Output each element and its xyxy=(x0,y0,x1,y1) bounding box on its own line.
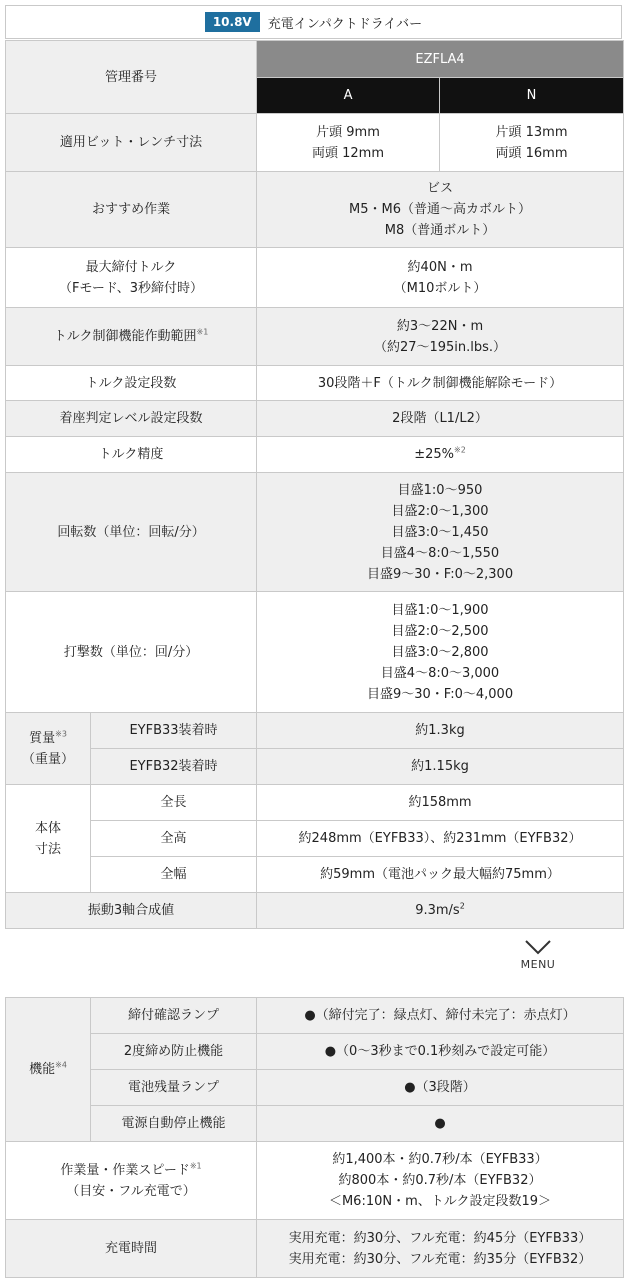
width-label: 全幅 xyxy=(91,857,257,893)
recommended-line1: ビス xyxy=(427,181,454,196)
bit-size-n-line2: 両頭 16mm xyxy=(495,145,568,161)
dimensions-label-line1: 本体 xyxy=(34,820,61,836)
max-torque-label xyxy=(6,248,257,308)
ipm-value xyxy=(257,592,624,713)
mass-eyfb32-label: EYFB32装着時 xyxy=(91,749,257,785)
rpm-line: 目盛9〜30・F:0〜2,300 xyxy=(366,566,514,582)
max-torque-label-line1: 最大締付トルク xyxy=(85,259,177,275)
charge-time-line1: 実用充電：約30分、フル充電：約45分（EYFB33） xyxy=(288,1230,592,1246)
vibration-exponent: 2 xyxy=(459,901,465,911)
ipm-line: 目盛2:0〜2,500 xyxy=(391,623,489,639)
mass-eyfb32-value: 約1.15kg xyxy=(257,749,624,785)
work-amount-label-line1 xyxy=(10,1160,252,1181)
bit-size-a-line1: 片頭 9mm xyxy=(316,124,380,140)
tightening-lamp-label: 締付確認ランプ xyxy=(91,998,257,1034)
chevron-down-icon xyxy=(523,938,553,956)
battery-lamp-value: ●（3段階） xyxy=(257,1070,624,1106)
charge-time-label: 充電時間 xyxy=(6,1220,257,1278)
table-row xyxy=(6,437,624,473)
work-amount-value xyxy=(257,1142,624,1220)
footnote-1: ※1 xyxy=(196,327,209,337)
spec-table-main xyxy=(5,40,624,929)
ipm-line: 目盛9〜30・F:0〜4,000 xyxy=(366,686,514,702)
height-label: 全高 xyxy=(91,821,257,857)
rpm-value xyxy=(257,473,624,592)
footnote-1: ※1 xyxy=(189,1161,202,1171)
length-label: 全長 xyxy=(91,785,257,821)
table-row xyxy=(6,1034,624,1070)
recommended-work-value xyxy=(257,172,624,248)
bit-size-a-line2: 両頭 12mm xyxy=(312,145,385,161)
product-title: 充電インパクトドライバー xyxy=(267,16,423,32)
work-amount-line1: 約1,400本・約0.7秒/本（EYFB33） xyxy=(332,1152,548,1167)
height-value: 約248mm（EYFB33）、約231mm（EYFB32） xyxy=(257,821,624,857)
spec-title-bar xyxy=(5,5,622,39)
table-row xyxy=(6,248,624,308)
torque-steps-value: 30段階＋F（トルク制御機能解除モード） xyxy=(257,366,624,401)
mass-label-line2: （重量） xyxy=(21,751,74,767)
charge-time-line2: 実用充電：約30分、フル充電：約35分（EYFB32） xyxy=(288,1251,592,1267)
mass-label-line1 xyxy=(10,728,86,749)
variant-a-header: A xyxy=(257,78,440,114)
rpm-line: 目盛2:0〜1,300 xyxy=(391,503,489,519)
mass-eyfb33-value: 約1.3kg xyxy=(257,713,624,749)
footnote-2: ※2 xyxy=(454,445,466,455)
recommended-line3: M8（普通ボルト） xyxy=(384,223,496,238)
auto-power-off-label: 電源自動停止機能 xyxy=(91,1106,257,1142)
work-amount-label-line2: （目安・フル充電で） xyxy=(66,1183,196,1199)
torque-range-line2: （約27〜195in.lbs.） xyxy=(373,339,507,355)
table-row xyxy=(6,893,624,929)
variant-n-header: N xyxy=(440,78,624,114)
bit-size-a-value xyxy=(257,114,440,172)
mass-label xyxy=(6,713,91,785)
double-tightening-label: 2度締め防止機能 xyxy=(91,1034,257,1070)
table-row xyxy=(6,114,624,172)
work-amount-line3: ＜M6:10N・m、トルク設定段数19＞ xyxy=(328,1194,552,1209)
dimensions-label xyxy=(6,785,91,893)
table-row xyxy=(6,1106,624,1142)
width-value: 約59mm（電池パック最大幅約75mm） xyxy=(257,857,624,893)
table-row xyxy=(6,172,624,248)
torque-range-line1: 約3〜22N・m xyxy=(396,318,484,334)
spec-table-features xyxy=(5,997,624,1278)
bit-size-label: 適用ビット・レンチ寸法 xyxy=(6,114,257,172)
table-row xyxy=(6,713,624,749)
table-row xyxy=(6,998,624,1034)
table-row xyxy=(6,821,624,857)
work-amount-label-text: 作業量・作業スピード xyxy=(60,1162,190,1178)
table-row xyxy=(6,749,624,785)
footnote-4: ※4 xyxy=(55,1060,67,1070)
torque-steps-label: トルク設定段数 xyxy=(6,366,257,401)
vibration-label: 振動3軸合成値 xyxy=(6,893,257,929)
rpm-label: 回転数（単位：回転/分） xyxy=(6,473,257,592)
double-tightening-value: ●（0〜3秒まで0.1秒刻みで設定可能） xyxy=(257,1034,624,1070)
length-value: 約158mm xyxy=(257,785,624,821)
footnote-3: ※3 xyxy=(55,729,67,739)
rpm-line: 目盛1:0〜950 xyxy=(397,482,483,498)
charge-time-value xyxy=(257,1220,624,1278)
work-amount-line2: 約800本・約0.7秒/本（EYFB32） xyxy=(338,1173,542,1188)
menu-label: MENU xyxy=(520,958,556,971)
recommended-line2: M5・M6（普通〜高カボルト） xyxy=(349,202,531,217)
work-amount-label xyxy=(6,1142,257,1220)
features-label xyxy=(6,998,91,1142)
rpm-line: 目盛3:0〜1,450 xyxy=(391,524,489,540)
table-row xyxy=(6,785,624,821)
tightening-lamp-value: ●（締付完了：緑点灯、締付未完了：赤点灯） xyxy=(257,998,624,1034)
torque-range-label xyxy=(6,308,257,366)
torque-accuracy-text: ±25% xyxy=(414,447,455,462)
torque-range-label-text: トルク制御機能作動範囲 xyxy=(53,329,197,344)
bit-size-n-value xyxy=(440,114,624,172)
rpm-line: 目盛4〜8:0〜1,550 xyxy=(380,545,500,561)
seating-level-value: 2段階（L1/L2） xyxy=(257,401,624,437)
auto-power-off-value: ● xyxy=(257,1106,624,1142)
seating-level-label: 着座判定レベル設定段数 xyxy=(6,401,257,437)
table-row xyxy=(6,857,624,893)
features-label-text: 機能 xyxy=(29,1062,56,1077)
mass-eyfb33-label: EYFB33装着時 xyxy=(91,713,257,749)
dimensions-label-line2: 寸法 xyxy=(34,841,61,857)
vibration-text: 9.3m/s xyxy=(415,903,460,918)
table-row xyxy=(6,1220,624,1278)
menu-button[interactable] xyxy=(514,938,562,984)
model-number-label: 管理番号 xyxy=(6,41,257,114)
mass-label-text: 質量 xyxy=(29,730,56,746)
table-row xyxy=(6,473,624,592)
table-row xyxy=(6,366,624,401)
ipm-line: 目盛4〜8:0〜3,000 xyxy=(380,665,500,681)
table-row xyxy=(6,1070,624,1106)
model-number: EZFLA4 xyxy=(257,41,624,78)
max-torque-line2: （M10ボルト） xyxy=(393,280,487,296)
table-row xyxy=(6,401,624,437)
battery-lamp-label: 電池残量ランプ xyxy=(91,1070,257,1106)
torque-accuracy-value xyxy=(257,437,624,473)
max-torque-line1: 約40N・m xyxy=(407,259,473,275)
voltage-badge: 10.8V xyxy=(205,12,260,32)
vibration-value xyxy=(257,893,624,929)
max-torque-label-line2: （Fモード、3秒締付時） xyxy=(58,280,204,296)
ipm-line: 目盛3:0〜2,800 xyxy=(391,644,489,660)
bit-size-n-line1: 片頭 13mm xyxy=(495,124,568,140)
ipm-line: 目盛1:0〜1,900 xyxy=(391,602,489,618)
torque-range-value xyxy=(257,308,624,366)
recommended-work-label: おすすめ作業 xyxy=(6,172,257,248)
table-row xyxy=(6,592,624,713)
table-row xyxy=(6,1142,624,1220)
table-row xyxy=(6,308,624,366)
ipm-label: 打撃数（単位：回/分） xyxy=(6,592,257,713)
max-torque-value xyxy=(257,248,624,308)
torque-accuracy-label: トルク精度 xyxy=(6,437,257,473)
